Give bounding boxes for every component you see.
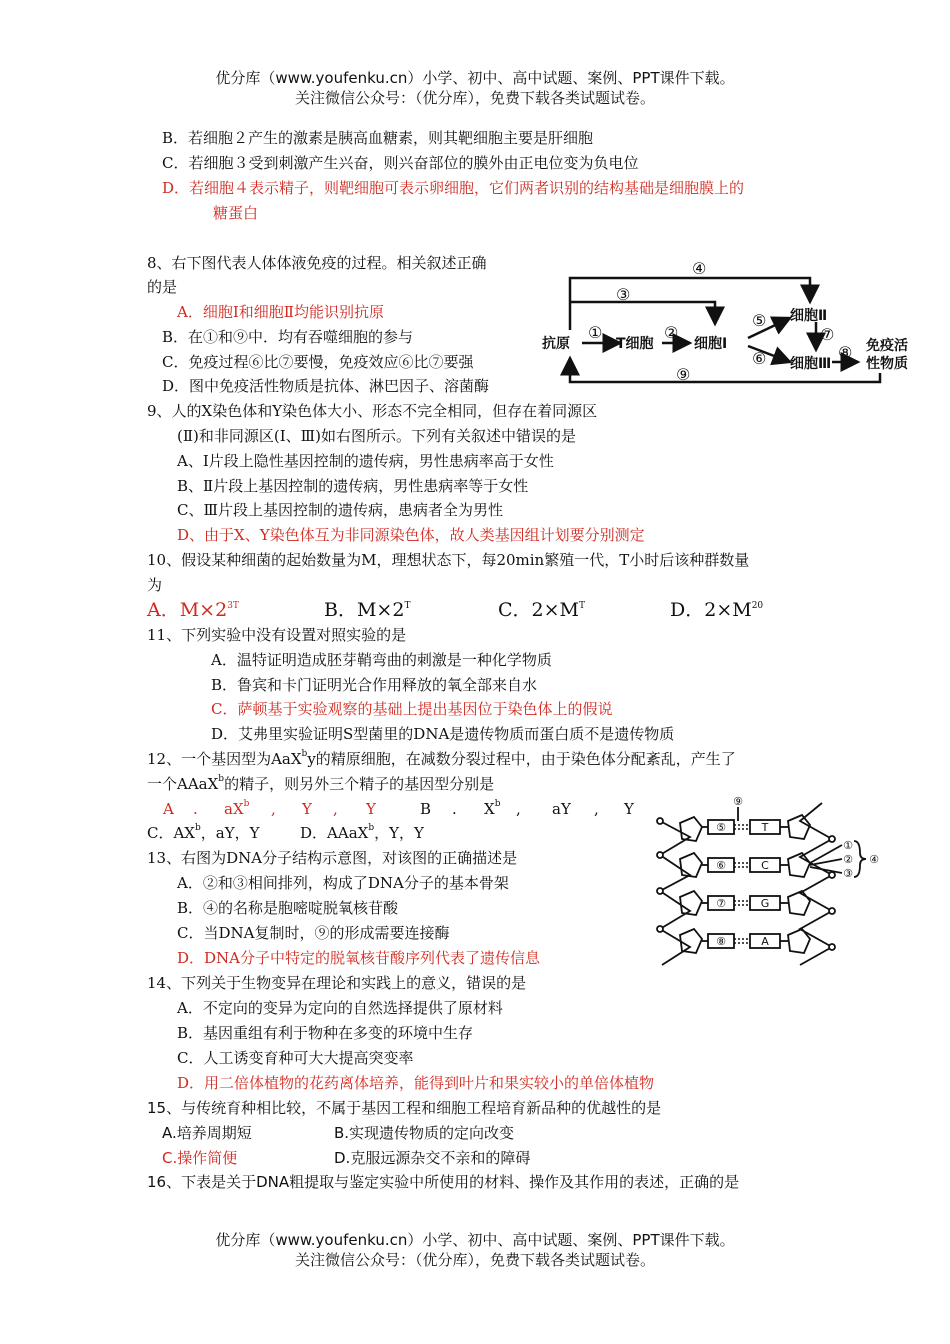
q14-option-b: B．基因重组有利于物种在多变的环境中生存 (177, 1024, 474, 1042)
step-5: ⑤ (752, 311, 767, 330)
step-1: ① (588, 323, 603, 342)
q9-option-c: C、Ⅲ片段上基因控制的遗传病，患病者全为男性 (177, 501, 503, 519)
q12-stem: 12、一个基因型为AaX$^b$y的精原细胞，在减数分裂过程中，由于染色体分配紊乱，产生了 (147, 749, 736, 768)
q11-option-d: D．艾弗里实验证明S型菌里的DNA是遗传物质而蛋白质不是遗传物质 (211, 725, 675, 743)
immune-process-diagram (540, 258, 925, 388)
q12-option-a-dot: . (193, 800, 198, 818)
q7-option-b: B．若细胞２产生的激素是胰高血糖素，则其靶细胞主要是肝细胞 (162, 129, 594, 147)
q15-stem: 15、与传统育种相比较，不属于基因工程和细胞工程培育新品种的优越性的是 (147, 1099, 662, 1117)
step-7: ⑦ (820, 325, 835, 344)
header-line-2: 关注微信公众号：（优分库），免费下载各类试题试卷。 (294, 89, 655, 107)
q9-option-a: A、Ⅰ片段上隐性基因控制的遗传病，男性患病率高于女性 (177, 452, 554, 470)
q7-option-c: C．若细胞３受到刺激产生兴奋，则兴奋部位的膜外由正电位变为负电位 (162, 154, 639, 172)
q14-option-a: A．不定向的变异为定向的自然选择提供了原材料 (177, 999, 503, 1017)
q12-option-b-dot: . (452, 800, 457, 818)
q12-option-d: D．AAaX$^b$，Y，Y (300, 823, 424, 842)
base-A: A (761, 935, 769, 948)
q12-option-b-v1: $X^b$ (484, 799, 501, 818)
header-line-1: 优分库（www.youfenku.cn）小学、初中、高中试题、案例、PPT课件下载。 (215, 69, 735, 87)
q10-option-d: D．$2\times M^{20}$ (670, 599, 764, 621)
immune-substance-label-2: 性物质 (866, 356, 908, 372)
q15-option-d: D.克服远源杂交不亲和的障碍 (334, 1149, 531, 1167)
q10-stem-cont: 为 (147, 576, 163, 594)
q11-option-b: B．鲁宾和卡门证明光合作用释放的氧全部来自水 (211, 676, 538, 694)
q12-option-a-v1: $aX^b$ (224, 799, 250, 818)
step-2: ② (664, 323, 679, 342)
q12-option-a-v3: Y (366, 800, 376, 818)
q8-stem: 8、右下图代表人体体液免疫的过程。相关叙述正确 (147, 254, 487, 272)
step-9: ⑨ (676, 365, 691, 384)
step-4: ④ (692, 259, 707, 278)
q8-stem-cont: 的是 (147, 278, 178, 296)
q8-option-d: D．图中免疫活性物质是抗体、淋巴因子、溶菌酶 (162, 377, 490, 395)
q12-option-b-comma2: , (594, 800, 599, 818)
q12-option-a-v2: Y (302, 800, 312, 818)
cell1-label: 细胞Ⅰ (694, 336, 728, 352)
q10-option-b: B．$M\times 2^T$ (324, 599, 411, 621)
q7-option-d: D．若细胞４表示精子，则靶细胞可表示卵细胞，它们两者识别的结构基础是细胞膜上的 (162, 179, 745, 197)
q15-option-b: B.实现遗传物质的定向改变 (334, 1124, 515, 1142)
step-3: ③ (616, 285, 631, 304)
q11-option-a: A．温特证明造成胚芽鞘弯曲的刺激是一种化学物质 (211, 651, 552, 669)
q8-option-c: C．免疫过程⑥比⑦要慢，免疫效应⑥比⑦要强 (162, 353, 474, 371)
q12-option-a-label: A (163, 800, 174, 818)
strand-label-7: ⑦ (716, 897, 726, 910)
q13-option-b: B．④的名称是胞嘧啶脱氧核苷酸 (177, 899, 399, 917)
q12-option-b-label: B (420, 800, 432, 818)
strand-label-6: ⑥ (716, 859, 726, 872)
q14-option-d: D．用二倍体植物的花药离体培养，能得到叶片和果实较小的单倍体植物 (177, 1074, 655, 1092)
q9-stem-cont: (Ⅱ)和非同源区(Ⅰ、Ⅲ)如右图所示。下列有关叙述中错误的是 (177, 427, 576, 445)
antigen-label: 抗原 (542, 336, 570, 352)
q9-option-d: D、由于X、Y染色体互为非同源染色体，故人类基因组计划要分别测定 (177, 526, 645, 544)
q8-option-a: A．细胞Ⅰ和细胞Ⅱ均能识别抗原 (177, 303, 384, 321)
q12-option-a-comma1: , (271, 800, 276, 818)
q11-option-c: C．萨顿基于实验观察的基础上提出基因位于染色体上的假说 (211, 700, 613, 718)
q12-option-a-comma2: , (333, 800, 338, 818)
q16-stem: 16、下表是关于DNA粗提取与鉴定实验中所使用的材料、操作及其作用的表述，正确的是 (147, 1173, 740, 1191)
q12-stem-cont: 一个AAaX$^b$的精子，则另外三个精子的基因型分别是 (147, 774, 495, 793)
footer-line-1: 优分库（www.youfenku.cn）小学、初中、高中试题、案例、PPT课件下载。 (215, 1231, 735, 1249)
q11-stem: 11、下列实验中没有设置对照实验的是 (147, 626, 407, 644)
q13-option-d: D．DNA分子中特定的脱氧核苷酸序列代表了遗传信息 (177, 949, 541, 967)
q10-stem: 10、假设某种细菌的起始数量为M，理想状态下，每20min繁殖一代，T小时后该种群数量 (147, 551, 750, 569)
step-8: ⑧ (838, 343, 853, 362)
base-C: C (761, 859, 769, 872)
q15-option-c: C.操作简便 (162, 1149, 238, 1167)
immune-substance-label-1: 免疫活 (866, 338, 908, 354)
footer-line-2: 关注微信公众号：（优分库），免费下载各类试题试卷。 (294, 1251, 655, 1269)
q9-option-b: B、Ⅱ片段上基因控制的遗传病，男性患病率等于女性 (177, 477, 529, 495)
q13-option-c: C．当DNA复制时，⑨的形成需要连接酶 (177, 924, 450, 942)
tcell-label: T细胞 (616, 336, 654, 352)
q15-option-a: A.培养周期短 (162, 1124, 252, 1142)
label-2: ② (843, 853, 853, 866)
q12-option-b-v3: Y (624, 800, 634, 818)
cell3-label: 细胞Ⅲ (790, 356, 832, 372)
strand-label-5: ⑤ (716, 821, 726, 834)
q10-option-a: A．$M\times 2^{3T}$ (147, 599, 239, 621)
step-6: ⑥ (752, 349, 767, 368)
dna-structure-diagram (650, 793, 885, 983)
q14-stem: 14、下列关于生物变异在理论和实践上的意义，错误的是 (147, 974, 527, 992)
label-3: ③ (843, 867, 853, 880)
q12-option-b-v2: aY (552, 800, 571, 818)
q7-option-d-cont: 糖蛋白 (213, 204, 259, 222)
base-G: G (760, 897, 770, 910)
strand-label-8: ⑧ (716, 935, 726, 948)
q12-option-c: C．$AX^b$，aY，Y (147, 823, 260, 842)
label-1: ① (843, 839, 853, 852)
q12-option-b-comma1: , (516, 800, 521, 818)
label-9: ⑨ (733, 795, 743, 808)
q13-option-a: A．②和③相间排列，构成了DNA分子的基本骨架 (177, 874, 509, 892)
q8-option-b: B．在①和⑨中．均有吞噬细胞的参与 (162, 328, 414, 346)
q13-stem: 13、右图为DNA分子结构示意图，对该图的正确描述是 (147, 849, 518, 867)
q10-option-c: C．$2\times M^T$ (498, 599, 586, 621)
cell2-label: 细胞Ⅱ (790, 308, 828, 324)
label-4: ④ (869, 853, 879, 866)
q14-option-c: C．人工诱变育种可大大提高突变率 (177, 1049, 414, 1067)
q9-stem: 9、人的X染色体和Y染色体大小、形态不完全相同，但存在着同源区 (147, 402, 598, 420)
base-T: T (761, 821, 769, 834)
